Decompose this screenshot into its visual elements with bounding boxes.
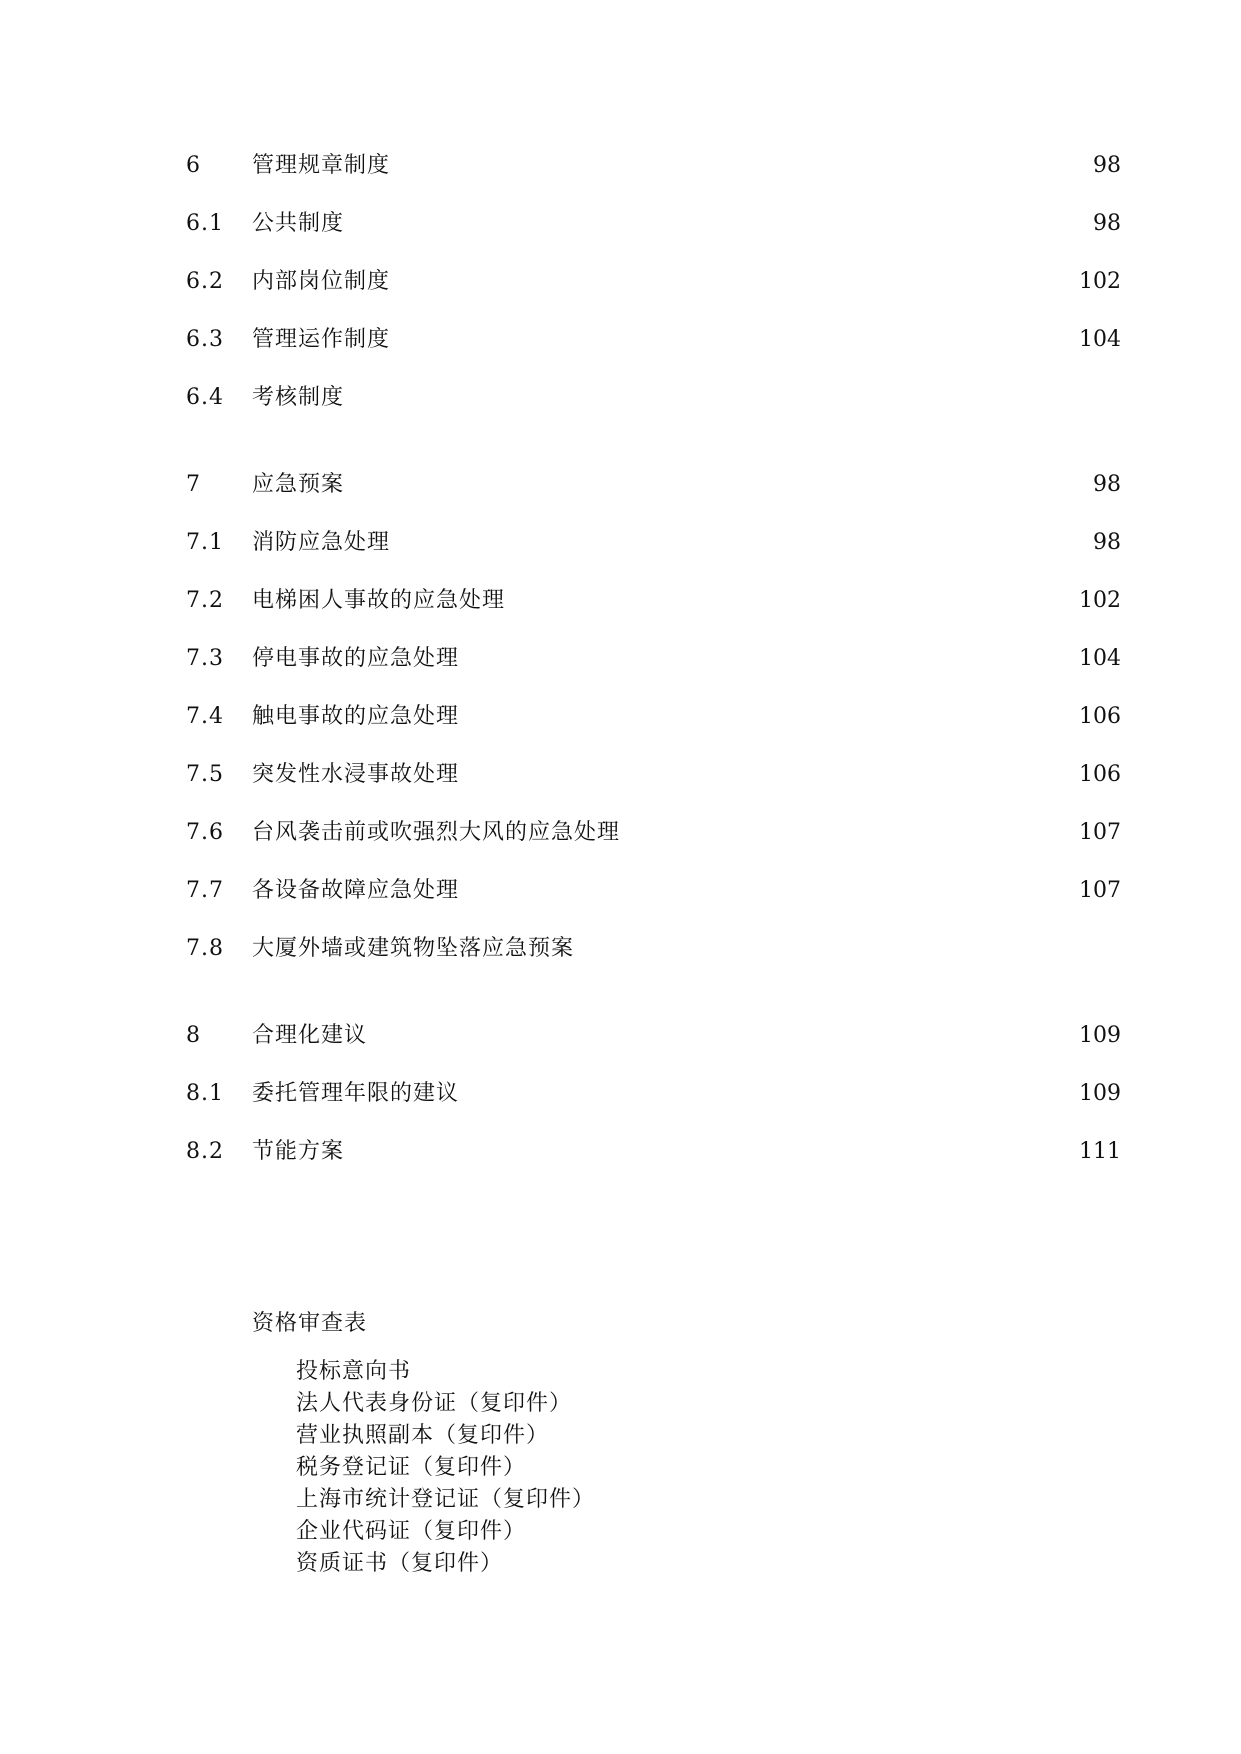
- appendix-item: 税务登记证（复印件）: [296, 1455, 527, 1480]
- section-number: 7.5: [186, 762, 224, 787]
- toc-entry: [186, 932, 1121, 966]
- toc-entry: [186, 265, 1121, 299]
- toc-entry: [186, 381, 1121, 415]
- section-number: 6.1: [186, 211, 224, 236]
- toc-entry: [186, 758, 1121, 792]
- appendix-item: 企业代码证（复印件）: [296, 1519, 527, 1544]
- section-title: 节能方案: [252, 1139, 345, 1164]
- section-title: 管理运作制度: [252, 327, 391, 352]
- page-number: 107: [1079, 820, 1121, 845]
- page-number: 109: [1079, 1081, 1121, 1106]
- section-title: 触电事故的应急处理: [252, 704, 460, 729]
- page-number: 102: [1079, 269, 1121, 294]
- page-number: 107: [1079, 878, 1121, 903]
- appendix-item: 上海市统计登记证（复印件）: [296, 1487, 596, 1512]
- page-number: 106: [1079, 762, 1121, 787]
- section-title: 停电事故的应急处理: [252, 646, 460, 671]
- section-title: 电梯困人事故的应急处理: [252, 588, 506, 613]
- toc-entry: [186, 700, 1121, 734]
- page-number: 109: [1079, 1023, 1121, 1048]
- appendix-title: 资格审查表: [252, 1311, 368, 1336]
- toc-entry: [186, 207, 1121, 241]
- page-number: 98: [1093, 211, 1121, 236]
- section-number: 6.4: [186, 385, 224, 410]
- section-number: 7: [186, 472, 201, 497]
- page-number: 104: [1079, 327, 1121, 352]
- section-title: 消防应急处理: [252, 530, 391, 555]
- toc-entry: [186, 1135, 1121, 1169]
- section-title: 合理化建议: [252, 1023, 368, 1048]
- appendix-item: 法人代表身份证（复印件）: [296, 1391, 573, 1416]
- toc-entry: [186, 1019, 1121, 1053]
- toc-entry: [186, 323, 1121, 357]
- section-number: 8.1: [186, 1081, 224, 1106]
- section-title: 管理规章制度: [252, 153, 391, 178]
- page-number: 104: [1079, 646, 1121, 671]
- section-title: 大厦外墙或建筑物坠落应急预案: [252, 936, 575, 961]
- page-number: 98: [1093, 153, 1121, 178]
- section-number: 7.8: [186, 936, 224, 961]
- section-number: 7.2: [186, 588, 224, 613]
- appendix-item: 投标意向书: [296, 1359, 412, 1384]
- appendix-item: 营业执照副本（复印件）: [296, 1423, 550, 1448]
- section-title: 考核制度: [252, 385, 345, 410]
- section-number: 6.3: [186, 327, 224, 352]
- section-title: 突发性水浸事故处理: [252, 762, 460, 787]
- page-number: 98: [1093, 472, 1121, 497]
- toc-entry: [186, 1077, 1121, 1111]
- toc-entry: [186, 874, 1121, 908]
- appendix-list: [296, 1356, 595, 1580]
- page-number: 111: [1079, 1139, 1121, 1164]
- appendix-item: 资质证书（复印件）: [296, 1551, 504, 1576]
- section-number: 7.1: [186, 530, 224, 555]
- toc-entry: [186, 584, 1121, 618]
- section-number: 7.4: [186, 704, 224, 729]
- page-number: 106: [1079, 704, 1121, 729]
- section-number: 6.2: [186, 269, 224, 294]
- section-title: 内部岗位制度: [252, 269, 391, 294]
- page-number: 102: [1079, 588, 1121, 613]
- section-number: 6: [186, 153, 201, 178]
- section-title: 委托管理年限的建议: [252, 1081, 460, 1106]
- section-number: 8.2: [186, 1139, 224, 1164]
- toc-entry: [186, 468, 1121, 502]
- section-title: 应急预案: [252, 472, 345, 497]
- section-number: 8: [186, 1023, 201, 1048]
- toc-entry: [186, 526, 1121, 560]
- toc-entry: [186, 149, 1121, 183]
- section-title: 公共制度: [252, 211, 345, 236]
- toc-entry: [186, 642, 1121, 676]
- section-number: 7.6: [186, 820, 224, 845]
- section-number: 7.3: [186, 646, 224, 671]
- section-number: 7.7: [186, 878, 224, 903]
- page-number: 98: [1093, 530, 1121, 555]
- toc-entry: [186, 816, 1121, 850]
- section-title: 台风袭击前或吹强烈大风的应急处理: [252, 820, 621, 845]
- section-title: 各设备故障应急处理: [252, 878, 460, 903]
